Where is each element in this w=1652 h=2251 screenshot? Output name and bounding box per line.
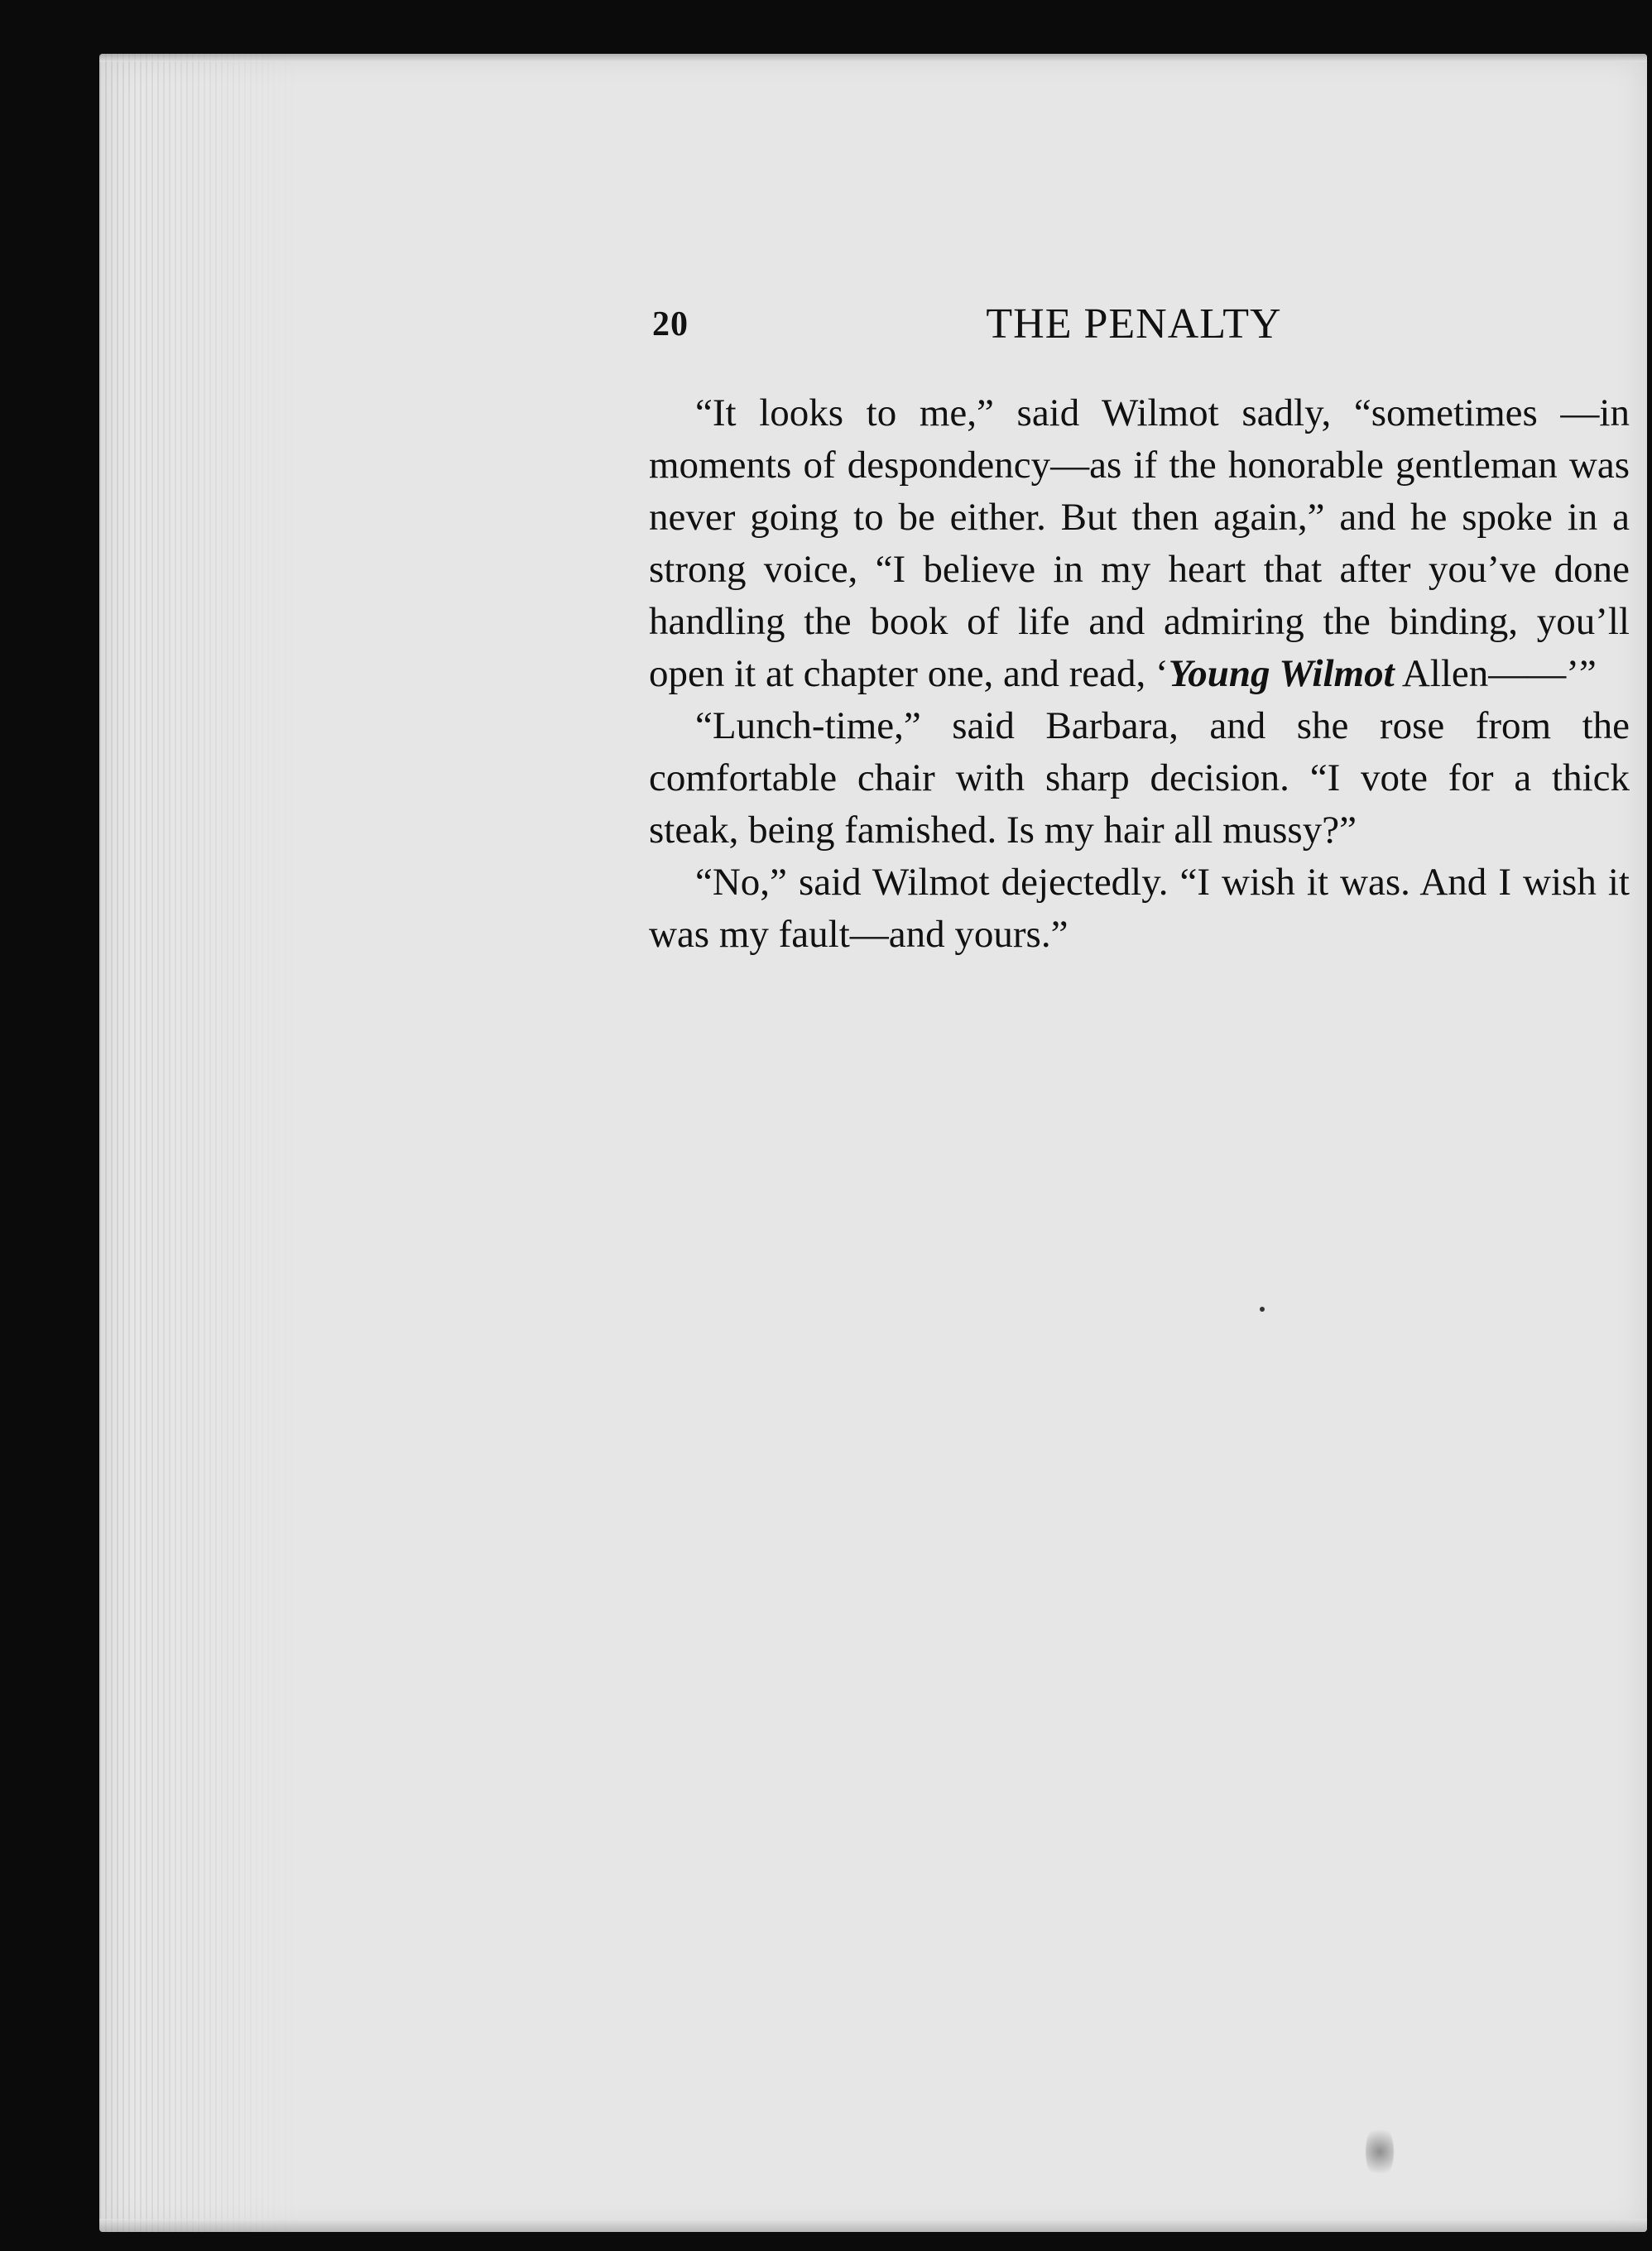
paragraph-2: “Lunch-time,” said Barbara, and she rose from the comfortable chair with sharp decision. “I vote for a thick steak, being famished. Is my hair all mussy?”: [649, 704, 1630, 852]
paragraph-1: [649, 387, 1630, 700]
paragraph-1-italic: Young Wilmot: [1168, 652, 1395, 695]
running-title: THE PENALTY: [986, 300, 1282, 348]
page-speck: [1260, 1307, 1265, 1312]
paragraph-1-text-after: Allen——’”: [1394, 652, 1597, 695]
page-smudge: [1366, 2123, 1394, 2181]
page-number: 20: [652, 305, 689, 343]
page-top-edge: [99, 54, 1647, 62]
page-text: [649, 387, 1630, 961]
paragraph-1-text-before: “It looks to me,” said Wilmot sadly, “sometimes —in moments of despondency—as if the honorable gentleman was never going to be either. But then again,” and he spoke in a strong voice, “I believe in my heart that after you’ve done handling the book of life and admiring the binding, you’ll open it at chapter one, and read, ‘: [649, 391, 1630, 695]
page-edges-texture: [99, 54, 298, 2232]
book-page: [99, 54, 1647, 2232]
page-header: [652, 300, 1629, 354]
paragraph-3: “No,” said Wilmot dejectedly. “I wish it was. And I wish it was my fault—and yours.”: [649, 861, 1630, 956]
page-bottom-edge: [99, 2219, 1647, 2232]
